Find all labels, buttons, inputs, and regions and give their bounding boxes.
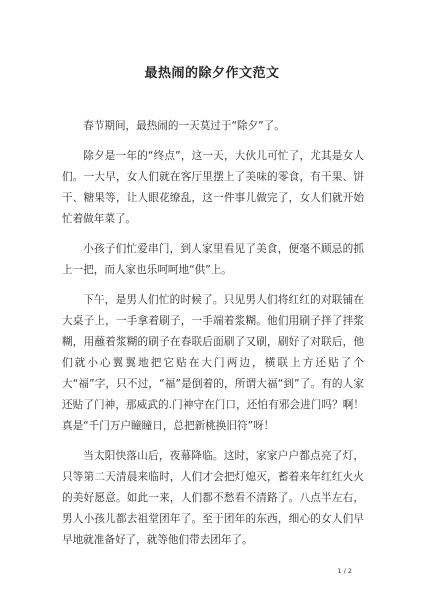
paragraph-2: 除夕是一年的“终点”，这一天，大伙儿可忙了，尤其是女人们。一大早，女人们就在客厅里摆上了美味的零食，有干果、饼干、糖果等，让人眼花缭乱，这一件事儿做完了，女人们就开始忙着做年菜了。 [62, 150, 364, 225]
page-title: 最热闹的除夕作文范文 [144, 66, 280, 81]
document-body [62, 116, 364, 560]
page-number: 1 / 2 [337, 567, 352, 575]
paragraph-3: 小孩子们忙爱串门，到人家里看见了美食，便毫不顾忌的抓上一把，而人家也乐呵呵地“供”上。 [62, 243, 364, 276]
paragraph-5: 当太阳快落山后，夜幕降临。这时，家家户户都点亮了灯，只等第二天清晨来临时，人们才会把灯熄灭，蓄着来年红红火火的美好愿意。如此一来，人们都不愁看不清路了。八点半左右，男人小孩儿都去祖堂团年了。至于团年的东西，细心的女人们早早地就准备好了，就等他们带去团年了。 [62, 450, 364, 546]
paragraph-1: 春节期间，最热闹的一天莫过于“除夕”了。 [83, 120, 285, 132]
paragraph-4: 下午，是男人们忙的时候了。只见男人们将红红的对联铺在大桌子上，一手拿着刷子，一手端着浆糊。他们用刷子拌了拌浆糊，用蘸着浆糊的刷子在春联后面刷了又刷，刷好了对联后，他们就小心翼翼地把它贴在大门两边，横联上方还贴了个大“福”字，只不过，“福”是倒着的，所谓大福“到”了。有的人家还贴了门神，那威武的.门神守在门口，还怕有邪会进门吗？啊！真是“千门万户瞳瞳日，总把新桃换旧符”呀！ [62, 294, 364, 432]
